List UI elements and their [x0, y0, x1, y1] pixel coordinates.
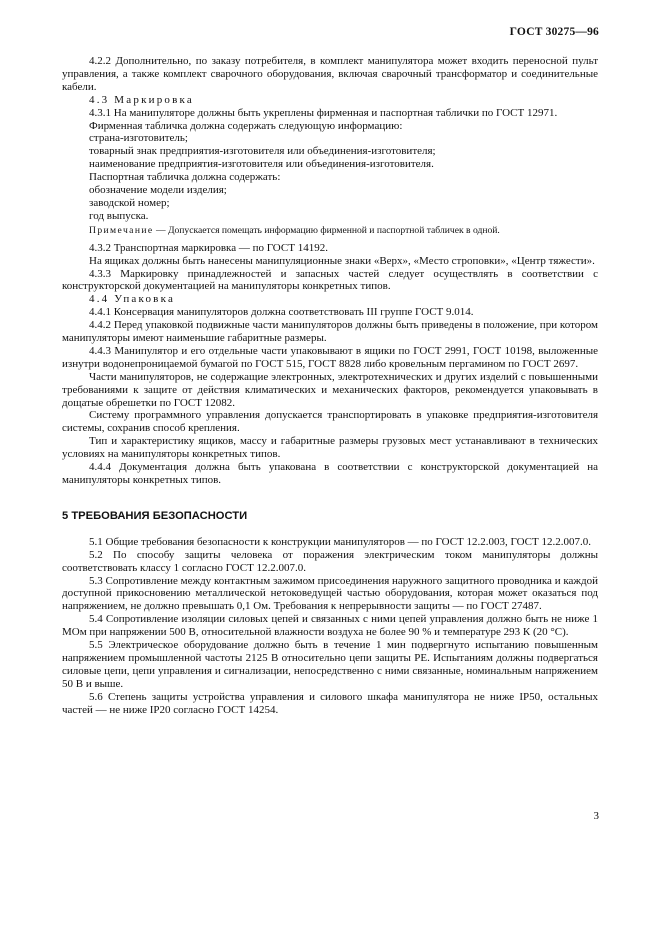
paragraph-5-6: 5.6 Степень защиты устройства управления и силового шкафа манипулятора не ниже IP50, остальных частей — не ниже IP20 согласно ГОСТ 14254.: [62, 690, 598, 716]
paragraph-5-4: 5.4 Сопротивление изоляции силовых цепей и связанных с ними цепей управления должно быть не ниже 1 МОм при напряжении 500 В, относительной влажности воздуха не более 90 % и температуре 293 К (20 °С).: [62, 613, 598, 639]
paragraph-4-3-3: 4.3.3 Маркировку принадлежностей и запасных частей следует осуществлять в соответствии с конструкторской документацией на манипуляторы конкретных типов.: [62, 267, 598, 293]
paragraph-5-3: 5.3 Сопротивление между контактным зажимом присоединения наружного защитного проводника и каждой доступной прикосновению металлической нетоковедущей частью оборудования, которая может оказаться под напряжением, не должно превышать 0,1 Ом. Требования к непрерывности защиты — по ГОСТ 27487.: [62, 574, 598, 613]
paragraph-control-system: Систему программного управления допускается транспортировать в упаковке предприятия-изготовителя системы, сохранив способ крепления.: [62, 409, 598, 435]
list-item-model: обозначение модели изделия;: [89, 184, 227, 197]
document-body: [62, 55, 598, 717]
list-item-country: страна-изготовитель;: [89, 132, 188, 145]
list-item-manufacturer-name: наименование предприятия-изготовителя или объединения-изготовителя.: [89, 158, 434, 171]
paragraph-4-2-2: 4.2.2 Дополнительно, по заказу потребителя, в комплект манипулятора может входить переносной пульт управления, а также комплект сварочного оборудования, включая сварочный трансформатор и соединительные кабели.: [62, 55, 598, 93]
note: [62, 225, 598, 238]
paragraph-4-4-4: 4.4.4 Документация должна быть упакована в соответствии с конструкторской документацией на манипуляторы конкретных типов.: [62, 461, 598, 486]
section-heading-safety: 5 ТРЕБОВАНИЯ БЕЗОПАСНОСТИ: [62, 509, 248, 522]
paragraph-handling-signs: На ящиках должны быть нанесены манипуляционные знаки «Верх», «Место строповки», «Центр тяжести».: [89, 254, 595, 267]
paragraph-brand-plate: Фирменная табличка должна содержать следующую информацию:: [89, 119, 403, 132]
paragraph-4-4-2: 4.4.2 Перед упаковкой подвижные части манипуляторов должны быть приведены в положение, при котором манипуляторы имеют наименьшие габаритные размеры.: [62, 319, 598, 345]
list-item-year: год выпуска.: [89, 209, 149, 222]
subsection-heading-packing: 4.4 Упаковка: [89, 293, 176, 306]
paragraph-4-4-3: 4.4.3 Манипулятор и его отдельные части упаковывают в ящики по ГОСТ 2991, ГОСТ 10198, выложенные изнутри водонепроницаемой бумагой по ГОСТ 515, ГОСТ 8828 либо кровельным пергамином по ГОСТ 2697.: [62, 344, 598, 370]
document-standard-id: ГОСТ 30275—96: [509, 26, 599, 38]
paragraph-4-3-1: 4.3.1 На манипуляторе должны быть укреплены фирменная и паспортная таблички по ГОСТ 12971.: [89, 106, 558, 119]
paragraph-crates: Части манипуляторов, не содержащие электронных, электротехнических и других изделий с повышенными требованиями к защите от действия климатических и механических факторов, рекомендуется упаковывать в дощатые обрешетки по ГОСТ 12082.: [62, 370, 598, 409]
note-label: Примечание: [89, 224, 154, 236]
note-text: — Допускается помещать информацию фирменной и паспортной табличек в одной.: [153, 224, 500, 236]
paragraph-5-5: 5.5 Электрическое оборудование должно быть в течение 1 мин подвергнуто испытанию повышенным напряжением промышленной частоты 2125 В относительно цепи защиты РЕ. Испытаниям должны подвергаться силовые цепи, цепи управления и сигнализации, непосредственно с ними связанные, номинальным напряжением 50 В и выше.: [62, 639, 598, 690]
subsection-heading-marking: 4.3 Маркировка: [89, 93, 194, 106]
page-number: 3: [593, 810, 599, 822]
paragraph-passport-plate: Паспортная табличка должна содержать:: [89, 171, 281, 184]
list-item-serial: заводской номер;: [89, 196, 170, 209]
list-item-trademark: товарный знак предприятия-изготовителя или объединения-изготовителя;: [89, 145, 436, 158]
paragraph-box-types: Тип и характеристику ящиков, массу и габаритные размеры грузовых мест устанавливают в технических условиях на манипуляторы конкретных типов.: [62, 435, 598, 461]
paragraph-4-3-2: 4.3.2 Транспортная маркировка — по ГОСТ 14192.: [89, 241, 328, 254]
paragraph-5-1: 5.1 Общие требования безопасности к конструкции манипуляторов — по ГОСТ 12.2.003, ГОСТ 12.2.007.0.: [89, 535, 591, 548]
paragraph-5-2: 5.2 По способу защиты человека от поражения электрическим током манипуляторы должны соответствовать классу 1 согласно ГОСТ 12.2.007.0.: [62, 548, 598, 574]
paragraph-4-4-1: 4.4.1 Консервация манипуляторов должна соответствовать III группе ГОСТ 9.014.: [89, 306, 474, 319]
